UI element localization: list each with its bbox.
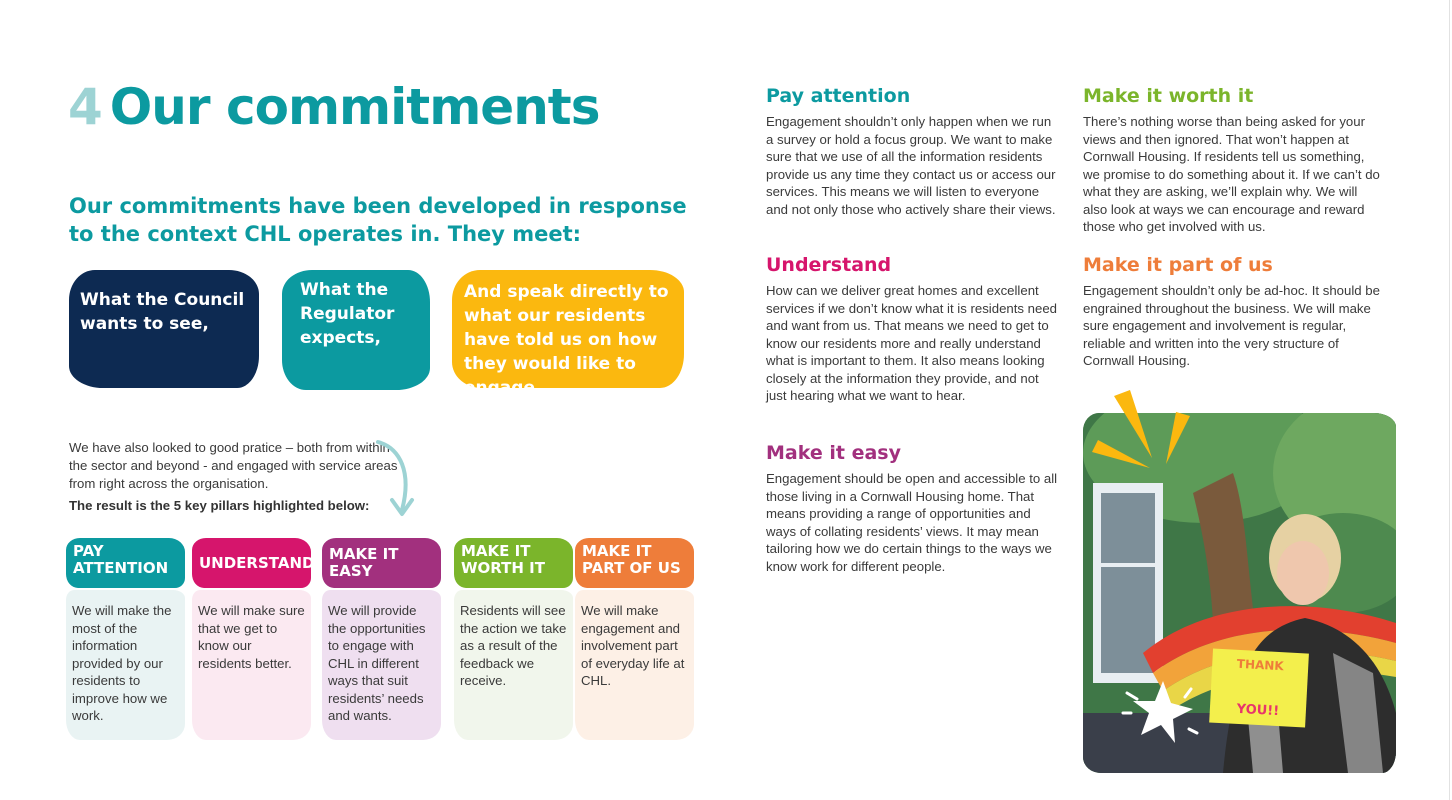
section-number: 4: [68, 78, 102, 136]
blob-residents: [452, 270, 684, 398]
blob-regulator: [282, 270, 430, 390]
good-practice-text: We have also looked to good pratice – both from within the sector and beyond - and engaged with service areas from right across the organisation.: [69, 440, 398, 491]
pillar-pay-attention: [66, 538, 185, 740]
pillar-understand: [192, 538, 315, 740]
section-understand-text: How can we deliver great homes and excellent services if we don’t know what it is residents need and want from us. That means we need to get to know our residents more and really understand what is important to them. It also means looking closely at the information they provide, and not just hearing what we want to hear.: [766, 283, 1057, 403]
section-make-it-easy: [766, 442, 1062, 575]
section-title: Our commitments: [109, 78, 600, 136]
pillar-make-it-easy: [322, 538, 441, 740]
pillar-understand-title: UNDERSTAND: [192, 538, 311, 588]
page-title: [68, 78, 599, 136]
section-make-it-part-of-us-text: Engagement shouldn’t only be ad-hoc. It should be engrained throughout the business. We will make sure engagement and involvement is regular, reliable and written into the very structure of Cornwall Housing.: [1083, 283, 1380, 368]
section-make-it-worth-it-heading: Make it worth it: [1083, 85, 1254, 107]
section-pay-attention-text: Engagement shouldn’t only happen when we run a survey or hold a focus group. We want to make sure that we use of all the information residents provide us any time they contact us or access our services. This means we will listen to everyone and not only those who actively share their views.: [766, 114, 1056, 217]
blob-regulator-text: What the Regulator expects,: [300, 280, 395, 348]
blob-council-text: What the Council wants to see,: [80, 290, 245, 334]
blob-residents-text: And speak directly to what our residents have told us on how they would like to engage.: [464, 282, 669, 398]
pillar-make-it-worth-it: [454, 538, 573, 740]
pillar-make-it-part-of-us-text: We will make engagement and involvement part of everyday life at CHL.: [575, 590, 694, 740]
section-make-it-part-of-us-heading: Make it part of us: [1083, 254, 1273, 276]
pillar-understand-text: We will make sure that we get to know our residents better.: [192, 590, 311, 740]
result-line: The result is the 5 key pillars highlighted below:: [69, 498, 370, 513]
pillar-make-it-part-of-us-title: MAKE IT PART OF US: [575, 538, 694, 588]
section-make-it-part-of-us: [1083, 254, 1381, 370]
section-pay-attention: [766, 85, 1062, 218]
sign-text-you: YOU!!: [1236, 701, 1280, 720]
section-make-it-worth-it: [1083, 85, 1381, 236]
pillar-make-it-part-of-us: [575, 538, 694, 740]
pillar-make-it-worth-it-title: MAKE IT WORTH IT: [454, 538, 573, 588]
sign-text-thank: THANK: [1236, 656, 1285, 674]
section-understand: [766, 254, 1062, 405]
pillar-make-it-easy-title: MAKE IT EASY: [322, 538, 441, 588]
section-pay-attention-heading: Pay attention: [766, 85, 911, 107]
pillar-pay-attention-text: We will make the most of the information provided by our residents to improve how we work.: [66, 590, 185, 740]
pillar-pay-attention-title: PAY ATTENTION: [66, 538, 185, 588]
pillar-make-it-worth-it-text: Residents will see the action we take as a result of the feedback we receive.: [454, 590, 573, 740]
section-make-it-worth-it-text: There’s nothing worse than being asked for your views and then ignored. That won’t happen at Cornwall Housing. If residents tell us something, we promise to do something about it. If we can’t do what they are asking, we’ll explain why. We will also look at ways we can encourage and reward those who get involved with us.: [1083, 114, 1380, 234]
pillar-make-it-easy-text: We will provide the opportunities to engage with CHL in different ways that suit residents’ needs and wants.: [322, 590, 441, 740]
section-make-it-easy-heading: Make it easy: [766, 442, 901, 464]
section-understand-heading: Understand: [766, 254, 892, 276]
intro-text: Our commitments have been developed in response to the context CHL operates in. They meet:: [69, 194, 687, 246]
curved-arrow-icon: [370, 434, 420, 524]
page-edge: [1449, 0, 1450, 800]
section-make-it-easy-text: Engagement should be open and accessible to all those living in a Cornwall Housing home. That means providing a range of opportunities and ways of collating residents’ views. It may mean tailoring how we do certain things to the ways we know work for different people.: [766, 471, 1058, 574]
sparkle-rays-icon: [1090, 388, 1200, 478]
blob-council: [69, 270, 259, 388]
